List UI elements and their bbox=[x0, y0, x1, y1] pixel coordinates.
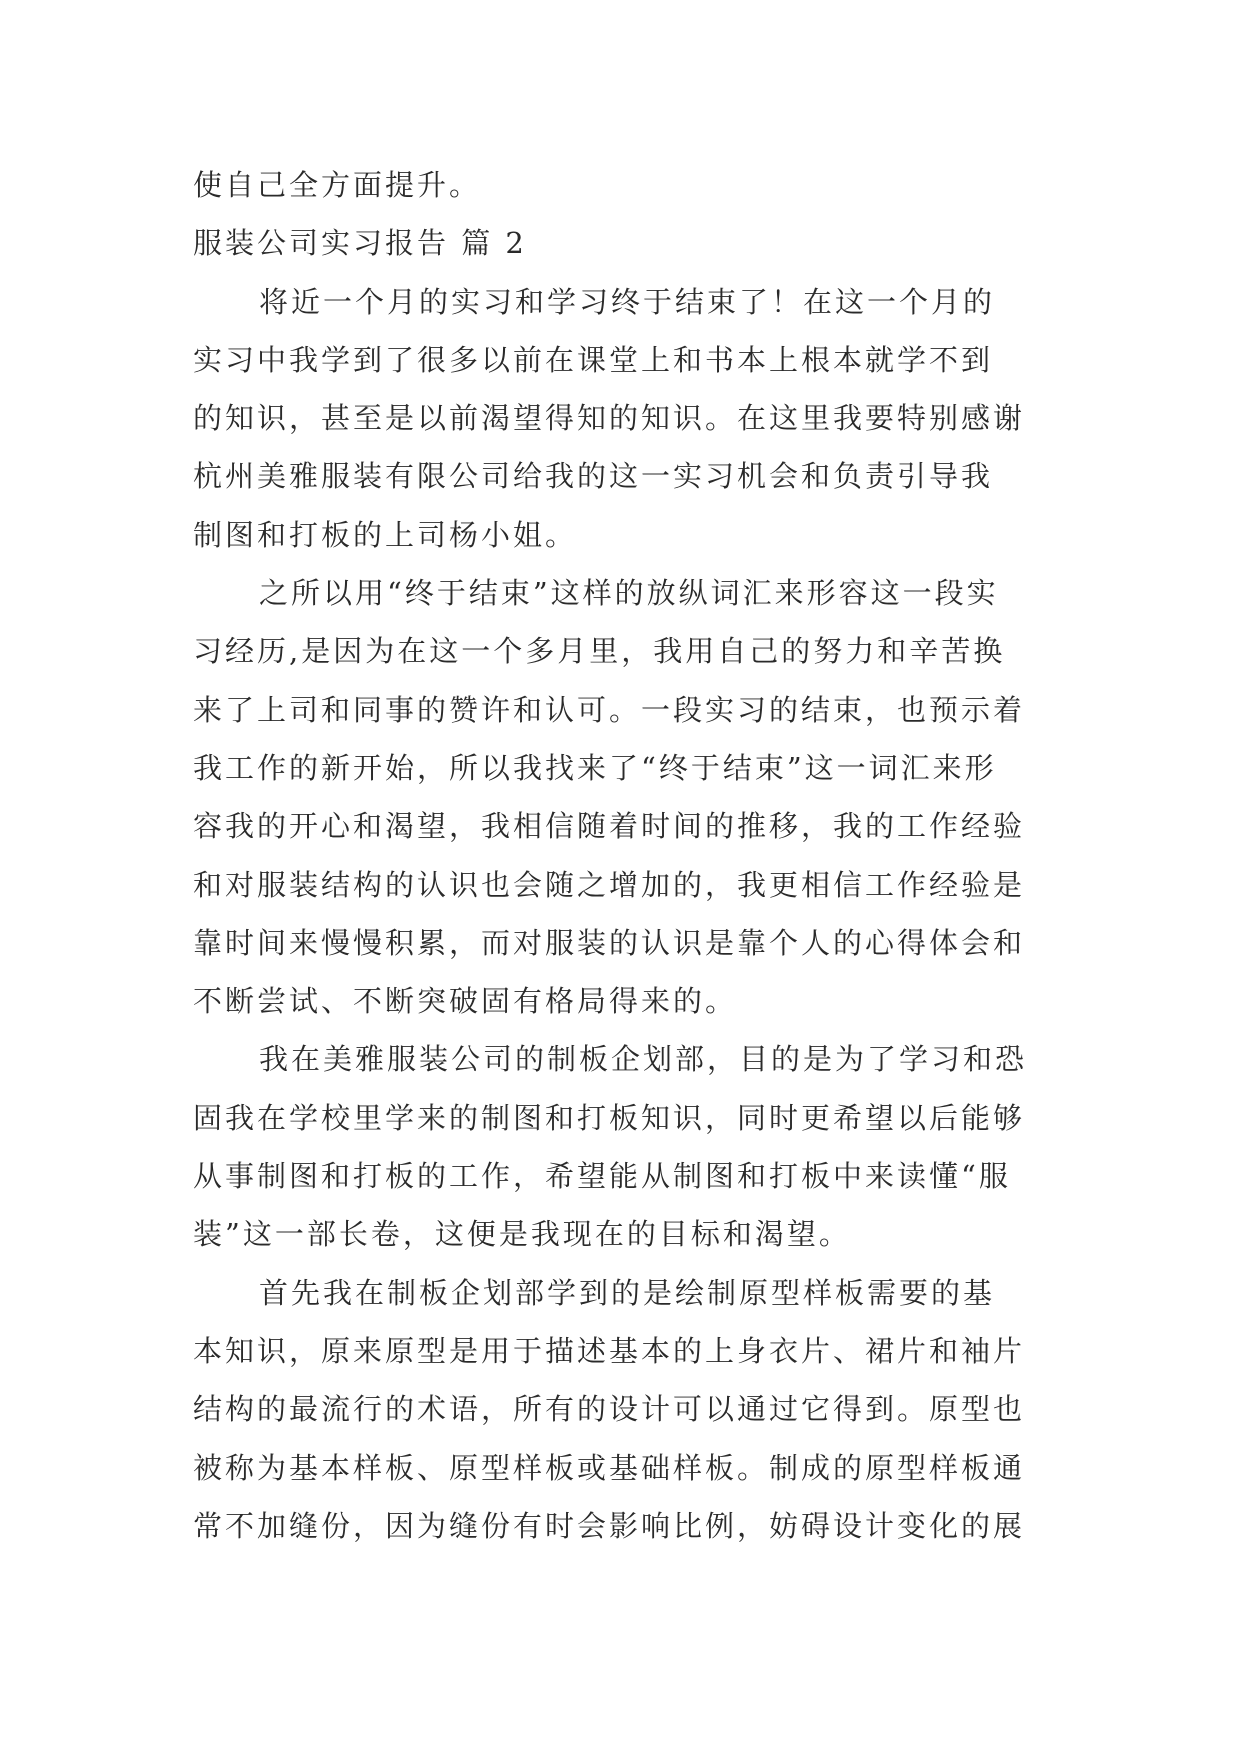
text-line: 的知识，甚至是以前渴望得知的知识。在这里我要特别感谢 bbox=[193, 401, 1026, 436]
text-line: 被称为基本样板、原型样板或基础样板。制成的原型样板通 bbox=[193, 1450, 1026, 1485]
text-line: 靠时间来慢慢积累，而对服装的认识是靠个人的心得体会和 bbox=[193, 925, 1026, 960]
text-line: 我在美雅服装公司的制板企划部，目的是为了学习和恐 bbox=[259, 1042, 1028, 1077]
text-line: 固我在学校里学来的制图和打板知识，同时更希望以后能够 bbox=[193, 1100, 1026, 1135]
text-line: 首先我在制板企划部学到的是绘制原型样板需要的基 bbox=[259, 1275, 996, 1310]
text-line: 结构的最流行的术语，所有的设计可以通过它得到。原型也 bbox=[193, 1392, 1026, 1427]
text-line: 使自己全方面提升。 bbox=[193, 168, 482, 202]
text-line: 不断尝试、不断突破固有格局得来的。 bbox=[193, 984, 738, 1019]
text-line: 容我的开心和渴望，我相信随着时间的推移，我的工作经验 bbox=[193, 809, 1026, 844]
text-line: 杭州美雅服装有限公司给我的这一实习机会和负责引导我 bbox=[193, 459, 994, 494]
text-line: 常不加缝份，因为缝份有时会影响比例，妨碍设计变化的展 bbox=[193, 1508, 1026, 1543]
text-line: 和对服装结构的认识也会随之增加的，我更相信工作经验是 bbox=[193, 867, 1026, 902]
text-line: 来了上司和同事的赞许和认可。一段实习的结束，也预示着 bbox=[193, 692, 1026, 727]
text-line: 之所以用“终于结束”这样的放纵词汇来形容这一段实 bbox=[259, 576, 999, 611]
text-line: 将近一个月的实习和学习终于结束了！在这一个月的 bbox=[259, 284, 996, 319]
text-line: 从事制图和打板的工作，希望能从制图和打板中来读懂“服 bbox=[193, 1159, 1011, 1194]
text-line: 本知识，原来原型是用于描述基本的上身衣片、裙片和袖片 bbox=[193, 1333, 1026, 1368]
section-heading: 服装公司实习报告 篇 2 bbox=[193, 226, 527, 261]
document-body bbox=[193, 156, 1053, 1555]
text-line: 装”这一部长卷，这便是我现在的目标和渴望。 bbox=[193, 1217, 851, 1252]
text-line: 实习中我学到了很多以前在课堂上和书本上根本就学不到 bbox=[193, 342, 994, 377]
text-line: 我工作的新开始，所以我找来了“终于结束”这一词汇来形 bbox=[193, 750, 997, 785]
text-line: 制图和打板的上司杨小姐。 bbox=[193, 517, 578, 552]
text-line: 习经历,是因为在这一个多月里，我用自己的努力和辛苦换 bbox=[193, 634, 1006, 669]
